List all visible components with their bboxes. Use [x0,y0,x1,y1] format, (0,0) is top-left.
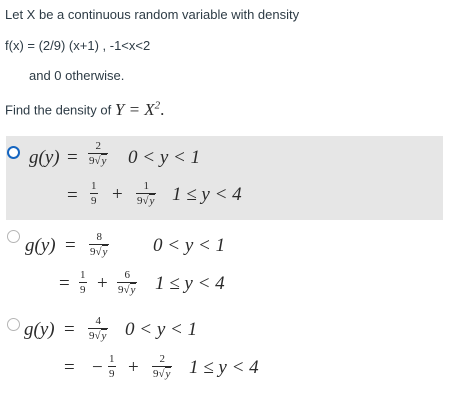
option-2-fraction-3: 6 9√y [118,269,136,296]
option-1-radio[interactable] [7,146,20,159]
option-3-range-2: 1 ≤ y < 4 [189,357,259,378]
option-3-eq-2: = [64,357,75,378]
option-1-range-2: 1 ≤ y < 4 [172,184,242,205]
density-formula: f(x) = (2/9) (x+1) , -1<x<2 [5,38,151,53]
option-1-plus: + [112,184,123,205]
option-1-fraction-1: 2 9√y [89,140,107,167]
option-2-range-1: 0 < y < 1 [153,235,226,256]
option-3-plus: + [128,357,139,378]
question-line-3: and 0 otherwise. [29,68,125,83]
option-2-eq-2: = [59,273,70,294]
prompt-text: Find the density of [5,102,112,118]
option-2-radio[interactable] [7,230,20,243]
option-2-range-2: 1 ≤ y < 4 [155,273,225,294]
option-3-range-1: 0 < y < 1 [125,319,198,340]
option-2-fraction-2: 1 9 [80,269,86,296]
option-3-fraction-3: 2 9√y [153,353,171,380]
option-3-radio[interactable] [7,318,20,331]
option-3-eq: = [64,319,75,340]
option-1-range-1: 0 < y < 1 [128,147,201,168]
option-3-g: g(y) [24,319,55,340]
option-1-fraction-3: 1 9√y [137,180,155,207]
option-1-eq-2: = [67,185,78,206]
option-3-minus: − [92,357,103,378]
option-2-g: g(y) [25,235,56,256]
option-3-fraction-2: 1 9 [109,353,115,380]
option-2-eq: = [65,235,76,256]
option-1-eq: = [67,147,78,168]
option-2-fraction-1: 8 9√y [90,231,108,258]
question-prompt [5,99,164,120]
option-1-g: g(y) [29,147,60,168]
question-line-1: Let X be a continuous random variable with density [5,7,300,22]
option-2-plus: + [97,273,108,294]
option-1-fraction-2: 1 9 [91,180,97,207]
prompt-math: $Y = X^2$. [114,99,165,119]
option-3-fraction-1: 4 9√y [89,315,107,342]
